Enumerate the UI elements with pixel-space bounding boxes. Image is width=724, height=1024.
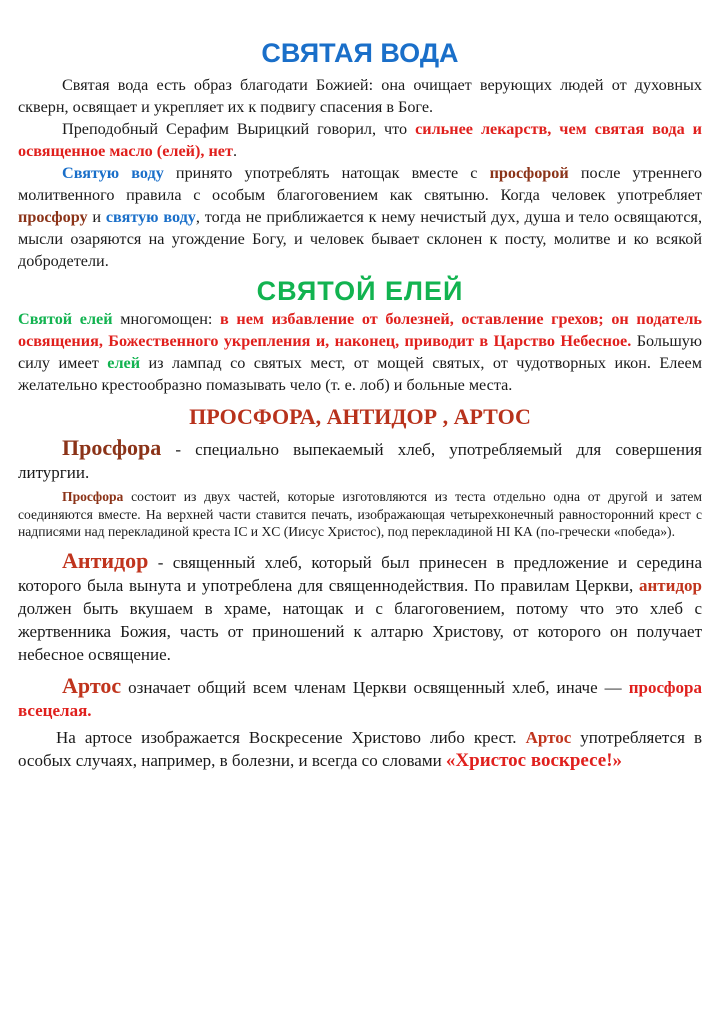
holy-water-paragraph-1: Святая вода есть образ благодати Божией: она очищает верующих людей от духовных скверн, освящает и укрепляет их к подвигу спасения в Боге. [18,76,702,116]
text: многомощен: [112,310,221,328]
highlight-red: просфора всецелая. [18,677,702,720]
text: означает общий всем членам Церкви освященный хлеб, иначе — [121,677,629,697]
prosfora-definition [18,436,702,484]
highlight-brown: просфорой [489,164,569,182]
text: , тогда не приближается к нему нечистый дух, душа и тело освящаются, мысли озаряются на угождение Богу, и человек бывает склонен к посту, молитве и ко всякой добродетели. [18,208,702,270]
highlight-christ-is-risen: «Христос воскресе!» [445,749,623,771]
antidor-paragraph [18,549,702,666]
text: состоит из двух частей, которые изготовляются из теста отдельно одна от другой и затем соединяются вместе. На верхней части ставится печать, изображающая четырехконечный равносторонний крест с надписями над перекладиной креста IC и XC (Иисус Христос), под перекладиной НІ КА (по-гречески «победа»). [18,489,702,539]
highlight-artos: Артос [525,727,572,747]
text: - священный хлеб, который был принесен в предложение и середина которого была вынута и употреблена для священнодействия. По правилам Церкви, [18,552,702,595]
highlight-green: елей [107,354,141,372]
highlight-red: в нем избавление от болезней, оставление грехов; он податель освящения, Божественного укрепления и, наконец, приводит в Царство Небесное. [18,310,702,350]
holy-water-paragraph-2 [18,118,702,162]
highlight-blue: святую воду [105,208,196,226]
highlight-antidor: антидор [639,575,702,595]
text: принято употреблять натощак вместе с [163,164,490,182]
term-prosfora-small: Просфора [62,489,124,504]
term-antidor: Антидор [62,547,149,573]
term-artos: Артос [62,672,122,698]
prosfora-details [18,488,702,541]
text: должен быть вкушаем в храме, натощак и с благоговением, потому что это хлеб с жертвенника Божия, часть от приношений к алтарю Христову, от которого он получает небесное освящение. [18,598,702,664]
text: Большую силу имеет [18,332,702,372]
text: - специально выпекаемый хлеб, употребляемый для совершения литургии. [18,440,702,482]
term-prosfora: Просфора [62,435,162,460]
highlight-blue: Святую воду [62,164,164,182]
holy-water-title: СВЯТАЯ ВОДА [261,38,459,68]
artos-paragraph [18,674,702,722]
text: На артосе изображается Воскресение Христово либо крест. [56,727,526,747]
artos-usage-paragraph [18,726,702,772]
text: Преподобный Серафим Вырицкий говорил, что [62,120,416,138]
holy-oil-paragraph [18,308,702,396]
highlight-red: сильнее лекарств, чем святая вода и освященное масло (елей), нет [18,120,702,160]
bread-section-title: ПРОСФОРА, АНТИДОР , АРТОС [189,404,531,429]
holy-water-paragraph-3 [18,162,702,272]
text: . [232,142,237,160]
holy-oil-title: СВЯТОЙ ЕЛЕЙ [256,276,464,306]
text: после утреннего молитвенного правила с особым благоговением как святыню. Когда человек употребляет [18,164,702,204]
text: из лампад со святых мест, от мощей святых, от чудотворных икон. Елеем желательно крестообразно помазывать чело (т. е. лоб) и больные места. [18,354,702,394]
highlight-green: Святой елей [18,310,113,328]
text: и [87,208,106,226]
highlight-brown: просфору [18,208,88,226]
text: употребляется в особых случаях, например, в болезни, и всегда со словами [18,727,702,770]
